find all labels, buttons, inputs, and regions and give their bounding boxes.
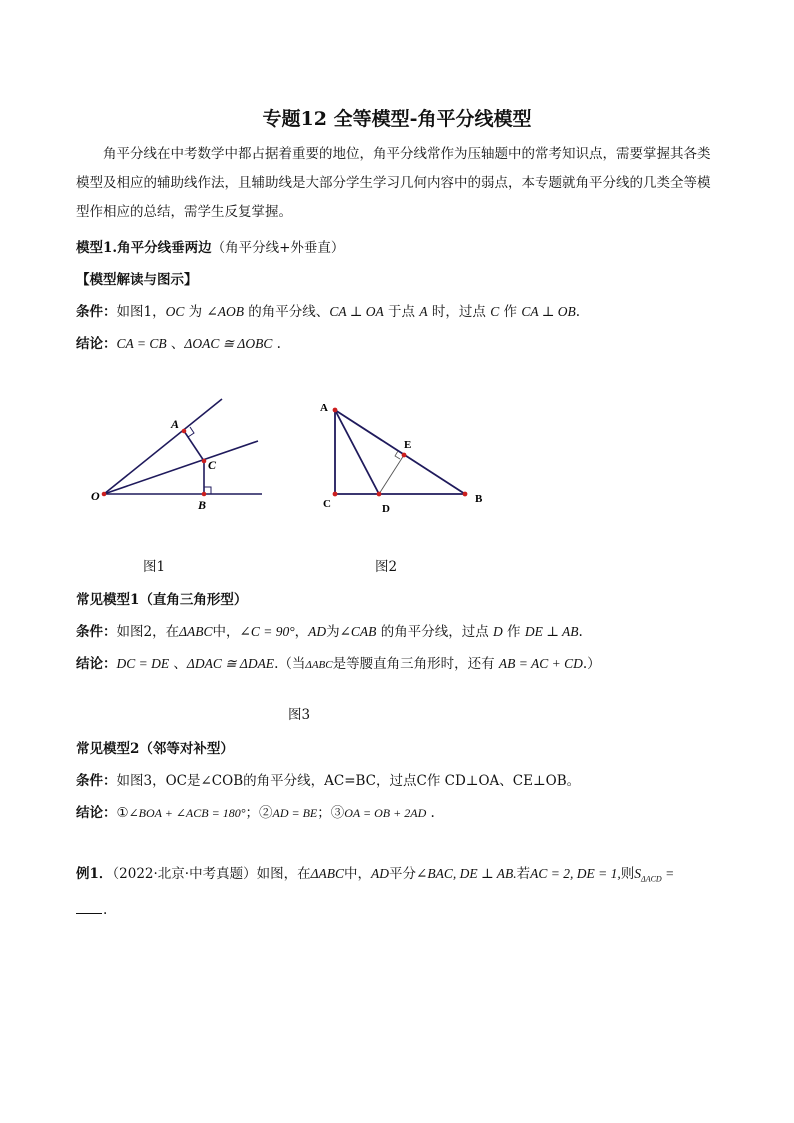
cond2-math-3: AD [308, 624, 327, 639]
concl1-math-1: CA = CB [116, 336, 167, 351]
right-angle-mark-a [188, 427, 194, 437]
example-math-5-sub: ΔACD [641, 874, 662, 884]
example-math-2: AD [371, 866, 390, 881]
point-a [333, 408, 338, 413]
example-text-1: 如图，在 [256, 866, 311, 882]
conclusion-label: 结论： [76, 656, 117, 672]
cond1-math-3: CA ⊥ OA [329, 304, 384, 319]
conclusion-2 [76, 652, 601, 677]
condition-2 [76, 620, 583, 644]
segment-de [379, 455, 404, 494]
point-o [102, 492, 107, 497]
answer-blank [76, 903, 102, 914]
example-text-2: 中， [344, 866, 372, 882]
label-c: C [208, 458, 217, 472]
concl1-text-2: . [272, 336, 281, 352]
example-math-1: ΔABC [310, 866, 345, 881]
common1-title: 常见模型1 [76, 592, 140, 608]
point-b [202, 492, 207, 497]
cond2-text-1: 如图2，在 [116, 624, 180, 640]
cond1-text-4: 于点 [383, 304, 420, 320]
condition-label: 条件： [76, 624, 117, 640]
label-c: C [323, 498, 331, 510]
point-c [202, 459, 207, 464]
example-source: （2022·北京·中考真题） [112, 866, 257, 882]
concl1-text-1: 、 [166, 336, 185, 352]
example-1-answer-line [76, 898, 107, 922]
label-e: E [404, 439, 412, 451]
model1-heading-title: 模型1.角平分线垂两边 [76, 240, 212, 256]
concl2-text-1: 、 [169, 656, 187, 672]
concl2-math-2: ΔDAC ≅ ΔDAE [186, 656, 275, 671]
cond1-text-5: 时，过点 [427, 304, 491, 320]
example-math-3: ∠BAC, DE ⊥ AB. [416, 866, 517, 881]
concl2-text-3: 是等腰直角三角形时，还有 [332, 656, 499, 672]
conclusion-1 [76, 332, 281, 356]
concl3-math-1: ∠BOA + ∠ACB = 180° [128, 806, 246, 820]
example-math-4: AC = 2, DE = 1, [530, 866, 621, 881]
cond2-math-1: ΔABC [179, 624, 213, 639]
concl2-math-1: DC = DE [116, 656, 170, 671]
concl1-math-2: ΔOAC ≅ ΔOBC [184, 336, 273, 351]
model1-heading [76, 236, 344, 260]
point-c [333, 492, 338, 497]
example-text-4: 若 [516, 866, 531, 882]
example-text-6: . [103, 902, 108, 918]
concl3-text-1: ； [245, 805, 259, 821]
cond2-math-2: ∠C = 90° [239, 624, 295, 639]
common2-paren: （邻等对补型） [139, 741, 234, 757]
cond1-math-1: OC [165, 304, 185, 319]
intro-paragraph: 角平分线在中考数学中都占据着重要的地位，角平分线常作为压轴题中的常考知识点，需要掌握其各类模型及相应的辅助线作法，且辅助线是大部分学生学习几何内容中的弱点，本专题就角平分线的几类全等模型作相应的总结，需学生反复掌握。 [76, 146, 711, 220]
example-math-6: = [661, 866, 675, 881]
concl3-text-3: . [426, 805, 435, 821]
point-a [182, 429, 187, 434]
label-o: O [91, 489, 100, 503]
cond2-math-5: D [493, 624, 503, 639]
cond3-text: 如图3，OC是∠COB的角平分线，AC=BC，过点C作 CD⊥OA、CE⊥OB。 [116, 773, 581, 789]
concl2-text-2: .（当 [274, 656, 306, 672]
model1-heading-paren: （角平分线+外垂直） [211, 240, 345, 256]
concl2-math-3: ΔABC [305, 659, 333, 671]
cond1-math-2: ∠AOB [206, 304, 245, 319]
example-text-5: 则 [620, 866, 635, 882]
common2-title: 常见模型2 [76, 741, 140, 757]
cond1-math-4: A [419, 304, 428, 319]
conclusion-label: 结论： [76, 805, 117, 821]
example-1 [76, 862, 674, 892]
common1-paren: （直角三角形型） [139, 592, 248, 608]
example-math-5: S [634, 866, 641, 881]
circled-1: ① [116, 805, 129, 821]
circled-3: ③ [330, 805, 345, 821]
cond1-math-5: C [490, 304, 500, 319]
cond2-math-6: DE ⊥ AB [524, 624, 579, 639]
circled-2: ② [259, 805, 273, 821]
conclusion-3 [76, 801, 435, 825]
side-ab [335, 410, 465, 494]
concl3-math-2: AD = BE [272, 806, 318, 820]
concl2-math-4: AB = AC + CD [498, 656, 583, 671]
concl3-text-2: ； [317, 805, 331, 821]
cond2-text-5: 的角平分线，过点 [376, 624, 493, 640]
point-e [402, 453, 407, 458]
condition-1 [76, 300, 580, 324]
figure-2-diagram [315, 395, 495, 520]
example-text-3: 平分 [389, 866, 417, 882]
concl2-text-4: .） [582, 656, 601, 672]
common-model-2-heading [76, 737, 234, 761]
label-b: B [198, 498, 207, 512]
figure-2-caption: 图2 [375, 559, 398, 575]
cond1-text-2: 为 [184, 304, 207, 320]
segment-ca [184, 431, 204, 461]
condition-3 [76, 769, 580, 793]
cond2-text-2: 中， [212, 624, 240, 640]
condition-label: 条件： [76, 773, 117, 789]
cond1-math-6: CA ⊥ OB [521, 304, 576, 319]
cond2-text-4: 为 [326, 624, 340, 640]
label-b: B [475, 493, 483, 505]
condition-label: 条件： [76, 304, 117, 320]
label-d: D [382, 503, 390, 515]
conclusion-label: 结论： [76, 336, 117, 352]
label-a: A [320, 402, 328, 414]
example-number: 例1． [76, 866, 113, 882]
cond2-text-7: . [578, 624, 583, 640]
figure-1-diagram [88, 390, 278, 520]
cond1-text-1: 如图1， [116, 304, 166, 320]
page-title: 专题12 全等模型-角平分线模型 [262, 108, 532, 130]
label-a: A [171, 417, 180, 431]
figure-3-caption: 图3 [288, 707, 311, 723]
ray-oc [104, 441, 258, 494]
cond1-text-3: 的角平分线、 [244, 304, 330, 320]
common-model-1-heading [76, 588, 247, 612]
segment-ad [335, 410, 379, 494]
cond2-text-3: ， [294, 624, 309, 640]
point-d [377, 492, 382, 497]
point-b [463, 492, 468, 497]
section-heading: 【模型解读与图示】 [76, 272, 198, 288]
cond2-text-6: 作 [502, 624, 525, 640]
concl3-math-3: OA = OB + 2AD [344, 806, 427, 820]
cond1-text-7: . [575, 304, 581, 320]
cond2-math-4: ∠CAB [339, 624, 377, 639]
cond1-text-6: 作 [499, 304, 522, 320]
figure-1-caption: 图1 [143, 559, 166, 575]
